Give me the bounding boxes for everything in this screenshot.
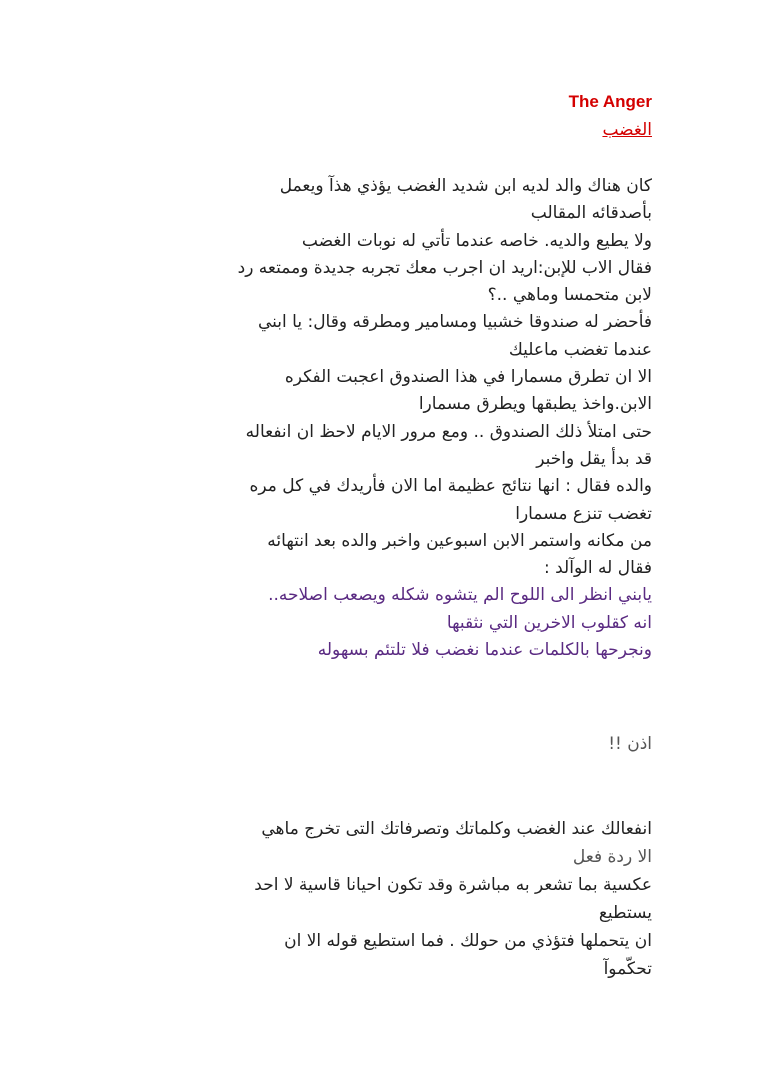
story-line: من مكانه واستمر الابن اسبوعين واخبر والده بعد انتهائه xyxy=(267,530,652,551)
story-paragraph xyxy=(110,173,652,664)
closing-line: انفعالك عند الغضب وكلماتك وتصرفاتك التى تخرج ماهي xyxy=(261,819,652,839)
so-line: اذن !! xyxy=(608,734,652,754)
closing-line: تحكّموآ xyxy=(603,959,652,979)
closing-line: يستطيع xyxy=(598,903,652,923)
story-line: حتى امتلأ ذلك الصندوق .. ومع مرور الايام لاحظ ان انفعاله xyxy=(245,421,652,442)
closing-line: عكسية بما تشعر به مباشرة وقد تكون احيانا قاسية لا احد xyxy=(254,875,652,895)
story-line: تغضب تنزع مسمارا xyxy=(515,503,652,524)
title-english: The Anger xyxy=(568,92,652,111)
closing-line: ان يتحملها فتؤذي من حولك . فما استطيع قوله الا ان xyxy=(284,931,652,951)
moral-line: ونجرحها بالكلمات عندما نغضب فلا تلتئم بسهوله xyxy=(317,640,652,661)
story-line: فقال له الوآلد : xyxy=(543,558,652,579)
closing-paragraph xyxy=(110,815,652,983)
closing-line: الا ردة فعل xyxy=(572,847,652,867)
story-line: الابن.واخذ يطبقها ويطرق مسمارا xyxy=(418,394,652,415)
story-line: فقال الاب للإبن:اريد ان اجرب معك تجربه جديدة وممتعه رد xyxy=(237,257,652,278)
story-line: لابن متحمسا وماهي ..؟ xyxy=(487,285,652,306)
moral-line: انه كقلوب الاخرين التي نثقبها xyxy=(446,612,652,633)
so-paragraph xyxy=(110,731,652,758)
story-line: كان هناك والد لديه ابن شديد الغضب يؤذي هذآ ويعمل xyxy=(279,176,652,196)
story-line: بأصدقائه المقالب xyxy=(530,203,652,224)
story-line: ولا يطيع والديه. خاصه عندما تأتي له نوبات الغضب xyxy=(301,230,652,251)
story-line: الا ان تطرق مسمارا في هذا الصندوق اعجبت الفكره xyxy=(284,367,652,388)
story-line: والده فقال : انها نتائج عظيمة اما الان فأريدك في كل مره xyxy=(249,476,652,497)
story-line: عندما تغضب ماعليك xyxy=(508,339,652,360)
moral-line: يابني انظر الى اللوح الم يتشوه شكله ويصعب اصلاحه.. xyxy=(268,585,652,606)
story-line: قد بدأ يقل واخبر xyxy=(536,448,652,469)
story-line: فأحضر له صندوقا خشبيا ومسامير ومطرقه وقال: يا ابني xyxy=(258,312,652,333)
title-arabic: الغضب xyxy=(602,120,652,140)
